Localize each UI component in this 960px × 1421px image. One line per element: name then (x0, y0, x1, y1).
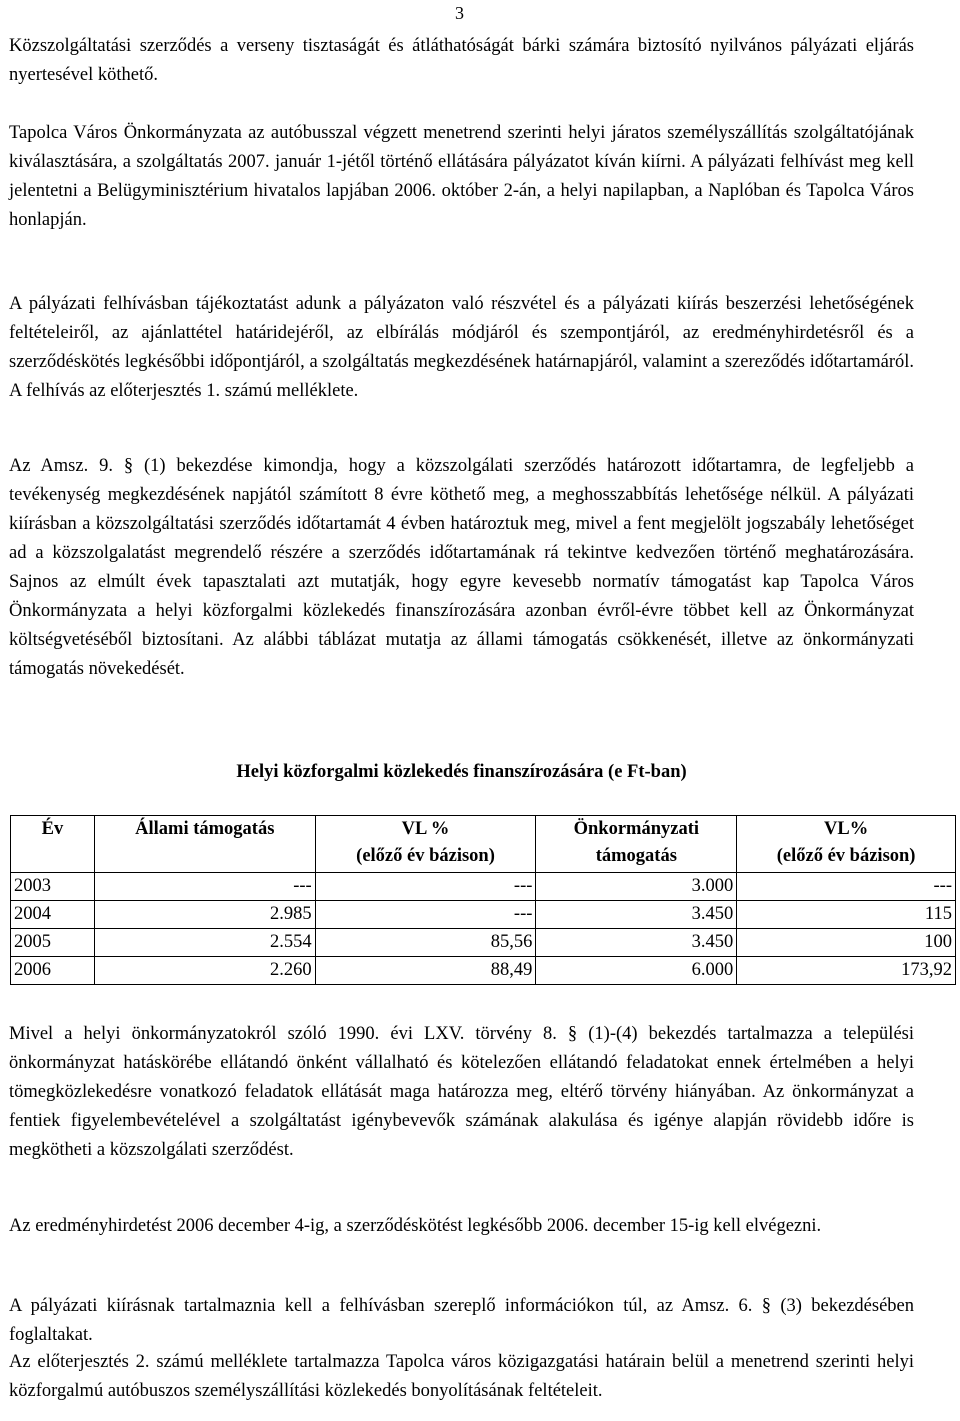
cell-state: 2.260 (94, 957, 315, 985)
table-title: Helyi közforgalmi közlekedés finanszírozására (e Ft-ban) (236, 762, 687, 782)
cell-vl1: 88,49 (315, 957, 536, 985)
paragraph-annex-2: Az előterjesztés 2. számú melléklete tartalmazza Tapolca város közigazgatási határain belül a menetrend szerinti helyi közforgalmú autóbuszos személyszállítási közlekedés bonyolításának feltételeit. (9, 1352, 914, 1401)
cell-vl2: 115 (737, 901, 956, 929)
table-row (11, 929, 956, 957)
header-state-support: Állami támogatás (94, 816, 315, 873)
header-local-support: Önkormányzati támogatás (536, 816, 737, 873)
paragraph-law-reference: Mivel a helyi önkormányzatokról szóló 1990. évi LXV. törvény 8. § (1)-(4) bekezdés tartalmazza a települési önkormányzat hatáskörébe ellátandó önként vállalható és kötelezően ellátandó feladatokat ennek értelmében a helyi tömegközlekedésre vonatkozó feladatok ellátását maga határozza meg, eltérő törvény hiányában. Az önkormányzat a fentiek figyelembevételével a szolgáltatást igénybevevők számának alakulása és igénye alapján rövidebb időre is megkötheti a közszolgálati szerződést. (9, 1024, 914, 1160)
table-row (11, 873, 956, 901)
header-year: Év (11, 816, 95, 873)
financing-table (10, 815, 956, 985)
header-state-change: VL % (előző év bázison) (315, 816, 536, 873)
cell-vl1: --- (315, 873, 536, 901)
table-row (11, 957, 956, 985)
cell-vl2: --- (737, 873, 956, 901)
paragraph-contract-duration: Az Amsz. 9. § (1) bekezdése kimondja, hogy a közszolgálati szerződés határozott időtartamra, de legfeljebb a tevékenység megkezdésének napjától számított 8 évre köthető meg, a meghosszabbítás lehetősége nélkül. A pályázati kiírásban a közszolgáltatási szerződés időtartamát 4 évben határoztuk meg, mivel a fent megjelölt jogszabály lehetőséget ad a közszolgalatást megrendelő részére a szerződés időtartamának rá tekintve kedvezően történő meghatározására. Sajnos az elmúlt évek tapasztalati azt mutatják, hogy egyre kevesebb normatív támogatást kap Tapolca Város Önkormányzata a helyi közforgalmi közlekedés finanszírozására azonban évről-évre többet kell az Önkormányzat költségvetéséből biztosítani. Az alábbi táblázat mutatja az állami támogatás csökkenését, illetve az önkormányzati támogatás növekedését. (9, 456, 914, 679)
header-local-change: VL% (előző év bázison) (737, 816, 956, 873)
cell-state: --- (94, 873, 315, 901)
table-header-row (11, 816, 956, 873)
cell-year: 2006 (11, 957, 95, 985)
paragraph-intro: Közszolgáltatási szerződés a verseny tisztaságát és átláthatóságát bárki számára biztosító nyilvános pályázati eljárás nyertesével köthető. (9, 36, 914, 85)
cell-local: 6.000 (536, 957, 737, 985)
table-row (11, 901, 956, 929)
paragraph-tender-requirements: A pályázati kiírásnak tartalmaznia kell a felhívásban szereplő információkon túl, az Amsz. 6. § (3) bekezdésében foglaltakat. (9, 1296, 914, 1345)
paragraph-tender-announcement: Tapolca Város Önkormányzata az autóbusszal végzett menetrend szerinti helyi járatos személyszállítás szolgáltatójának kiválasztására, a szolgáltatás 2007. január 1-jétől történő ellátására pályázatot kíván kiírni. A pályázati felhívást meg kell jelentetni a Belügyminisztérium hivatalos lapjában 2006. október 2-án, a helyi napilapban, a Naplóban és Tapolca Város honlapján. (9, 123, 914, 230)
cell-state: 2.554 (94, 929, 315, 957)
cell-vl2: 173,92 (737, 957, 956, 985)
cell-year: 2003 (11, 873, 95, 901)
paragraph-deadlines: Az eredményhirdetést 2006 december 4-ig, a szerződéskötést legkésőbb 2006. december 15-ig kell elvégezni. (9, 1216, 822, 1236)
cell-vl2: 100 (737, 929, 956, 957)
paragraph-tender-contents: A pályázati felhívásban tájékoztatást adunk a pályázaton való részvétel és a pályázati kiírás beszerzési lehetőségének feltételeiről, az ajánlattétel határidejéről, az elbírálás módjáról és szempontjáról, az eredményhirdetésről és a szerződéskötés legkésőbbi időpontjáról, a szolgáltatás megkezdésének határnapjáról, valamint a szereződés időtartamáról. A felhívás az előterjesztés 1. számú melléklete. (9, 294, 914, 401)
cell-year: 2005 (11, 929, 95, 957)
cell-vl1: --- (315, 901, 536, 929)
cell-year: 2004 (11, 901, 95, 929)
cell-state: 2.985 (94, 901, 315, 929)
cell-local: 3.450 (536, 929, 737, 957)
cell-local: 3.450 (536, 901, 737, 929)
cell-vl1: 85,56 (315, 929, 536, 957)
page-number: 3 (455, 3, 464, 23)
cell-local: 3.000 (536, 873, 737, 901)
